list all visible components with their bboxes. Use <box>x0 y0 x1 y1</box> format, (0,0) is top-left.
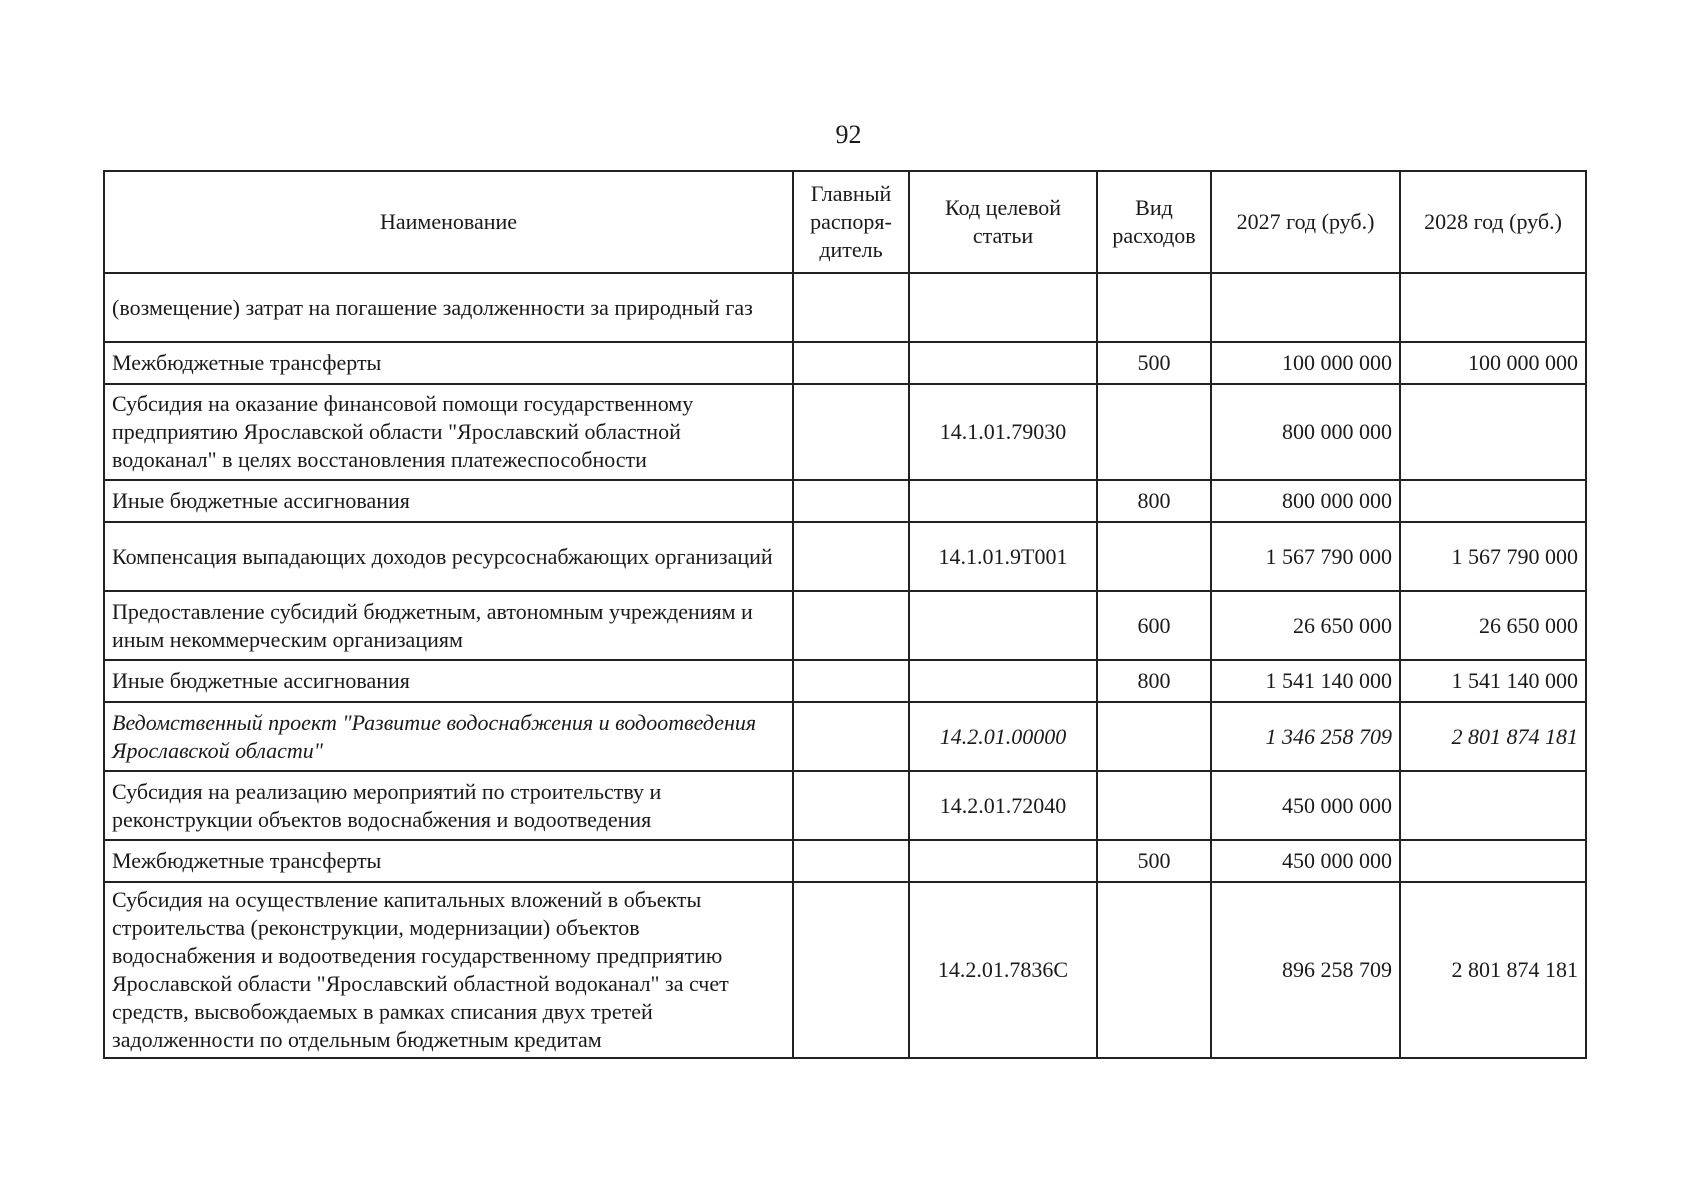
cell-name: Субсидия на реализацию мероприятий по строительству и реконструкции объектов водоснабжения и водоотведения <box>104 771 793 840</box>
cell-kind: 800 <box>1097 660 1211 702</box>
cell-kind <box>1097 882 1211 1058</box>
cell-2028: 1 541 140 000 <box>1400 660 1586 702</box>
cell-chief <box>793 882 909 1058</box>
cell-name: Межбюджетные трансферты <box>104 342 793 384</box>
cell-code <box>909 273 1097 342</box>
cell-name: Предоставление субсидий бюджетным, автономным учреждениям и иным некоммерческим организациям <box>104 591 793 660</box>
cell-name: (возмещение) затрат на погашение задолженности за природный газ <box>104 273 793 342</box>
cell-code: 14.2.01.72040 <box>909 771 1097 840</box>
cell-2028 <box>1400 480 1586 522</box>
cell-kind <box>1097 384 1211 480</box>
cell-2028: 2 801 874 181 <box>1400 882 1586 1058</box>
table-row <box>104 882 1586 1058</box>
budget-table <box>103 170 1587 1059</box>
cell-code <box>909 480 1097 522</box>
table-row <box>104 660 1586 702</box>
cell-chief <box>793 480 909 522</box>
cell-kind: 600 <box>1097 591 1211 660</box>
table-row <box>104 342 1586 384</box>
header-target-code: Код целевой статьи <box>909 171 1097 273</box>
cell-chief <box>793 591 909 660</box>
cell-kind <box>1097 522 1211 591</box>
cell-code <box>909 342 1097 384</box>
cell-2027: 800 000 000 <box>1211 384 1400 480</box>
table-row <box>104 840 1586 882</box>
table-row <box>104 273 1586 342</box>
cell-kind <box>1097 771 1211 840</box>
cell-2028 <box>1400 384 1586 480</box>
cell-code <box>909 591 1097 660</box>
cell-2028 <box>1400 273 1586 342</box>
cell-2028: 1 567 790 000 <box>1400 522 1586 591</box>
table-header-row <box>104 171 1586 273</box>
cell-name: Ведомственный проект "Развитие водоснабжения и водоотведения Ярославской области" <box>104 702 793 771</box>
page-number: 92 <box>835 120 862 149</box>
cell-2027: 26 650 000 <box>1211 591 1400 660</box>
cell-chief <box>793 771 909 840</box>
table-row <box>104 771 1586 840</box>
cell-chief <box>793 702 909 771</box>
cell-kind: 500 <box>1097 840 1211 882</box>
cell-2028 <box>1400 840 1586 882</box>
header-2028: 2028 год (руб.) <box>1400 171 1586 273</box>
cell-code: 14.1.01.9Т001 <box>909 522 1097 591</box>
cell-code: 14.2.01.00000 <box>909 702 1097 771</box>
cell-name: Межбюджетные трансферты <box>104 840 793 882</box>
cell-chief <box>793 273 909 342</box>
cell-kind: 500 <box>1097 342 1211 384</box>
cell-code <box>909 660 1097 702</box>
cell-2027: 1 567 790 000 <box>1211 522 1400 591</box>
cell-kind <box>1097 702 1211 771</box>
cell-2028: 100 000 000 <box>1400 342 1586 384</box>
cell-name: Иные бюджетные ассигнования <box>104 660 793 702</box>
table-row <box>104 522 1586 591</box>
header-2027: 2027 год (руб.) <box>1211 171 1400 273</box>
header-chief-administrator: Главный распоря-дитель <box>793 171 909 273</box>
cell-2027 <box>1211 273 1400 342</box>
table-row <box>104 384 1586 480</box>
header-name: Наименование <box>104 171 793 273</box>
cell-2028: 2 801 874 181 <box>1400 702 1586 771</box>
cell-2028 <box>1400 771 1586 840</box>
cell-chief <box>793 384 909 480</box>
cell-2028: 26 650 000 <box>1400 591 1586 660</box>
cell-name: Субсидия на осуществление капитальных вложений в объекты строительства (реконструкции, модернизации) объектов водоснабжения и водоотведения государственному предприятию Ярославской области "Ярославский областной водоканал" за счет средств, высвобождаемых в рамках списания двух третей задолженности по отдельным бюджетным кредитам <box>104 882 793 1058</box>
cell-name: Компенсация выпадающих доходов ресурсоснабжающих организаций <box>104 522 793 591</box>
cell-2027: 450 000 000 <box>1211 840 1400 882</box>
cell-2027: 1 541 140 000 <box>1211 660 1400 702</box>
cell-2027: 1 346 258 709 <box>1211 702 1400 771</box>
cell-name: Иные бюджетные ассигнования <box>104 480 793 522</box>
table-row <box>104 480 1586 522</box>
cell-kind <box>1097 273 1211 342</box>
cell-code <box>909 840 1097 882</box>
cell-chief <box>793 660 909 702</box>
cell-kind: 800 <box>1097 480 1211 522</box>
table-row <box>104 591 1586 660</box>
cell-2027: 896 258 709 <box>1211 882 1400 1058</box>
table-row-project <box>104 702 1586 771</box>
cell-chief <box>793 522 909 591</box>
cell-2027: 100 000 000 <box>1211 342 1400 384</box>
cell-chief <box>793 342 909 384</box>
cell-code: 14.1.01.79030 <box>909 384 1097 480</box>
cell-2027: 800 000 000 <box>1211 480 1400 522</box>
header-expense-kind: Вид расходов <box>1097 171 1211 273</box>
cell-2027: 450 000 000 <box>1211 771 1400 840</box>
cell-name: Субсидия на оказание финансовой помощи государственному предприятию Ярославской области "Ярославский областной водоканал" в целях восстановления платежеспособности <box>104 384 793 480</box>
cell-chief <box>793 840 909 882</box>
cell-code: 14.2.01.7836С <box>909 882 1097 1058</box>
